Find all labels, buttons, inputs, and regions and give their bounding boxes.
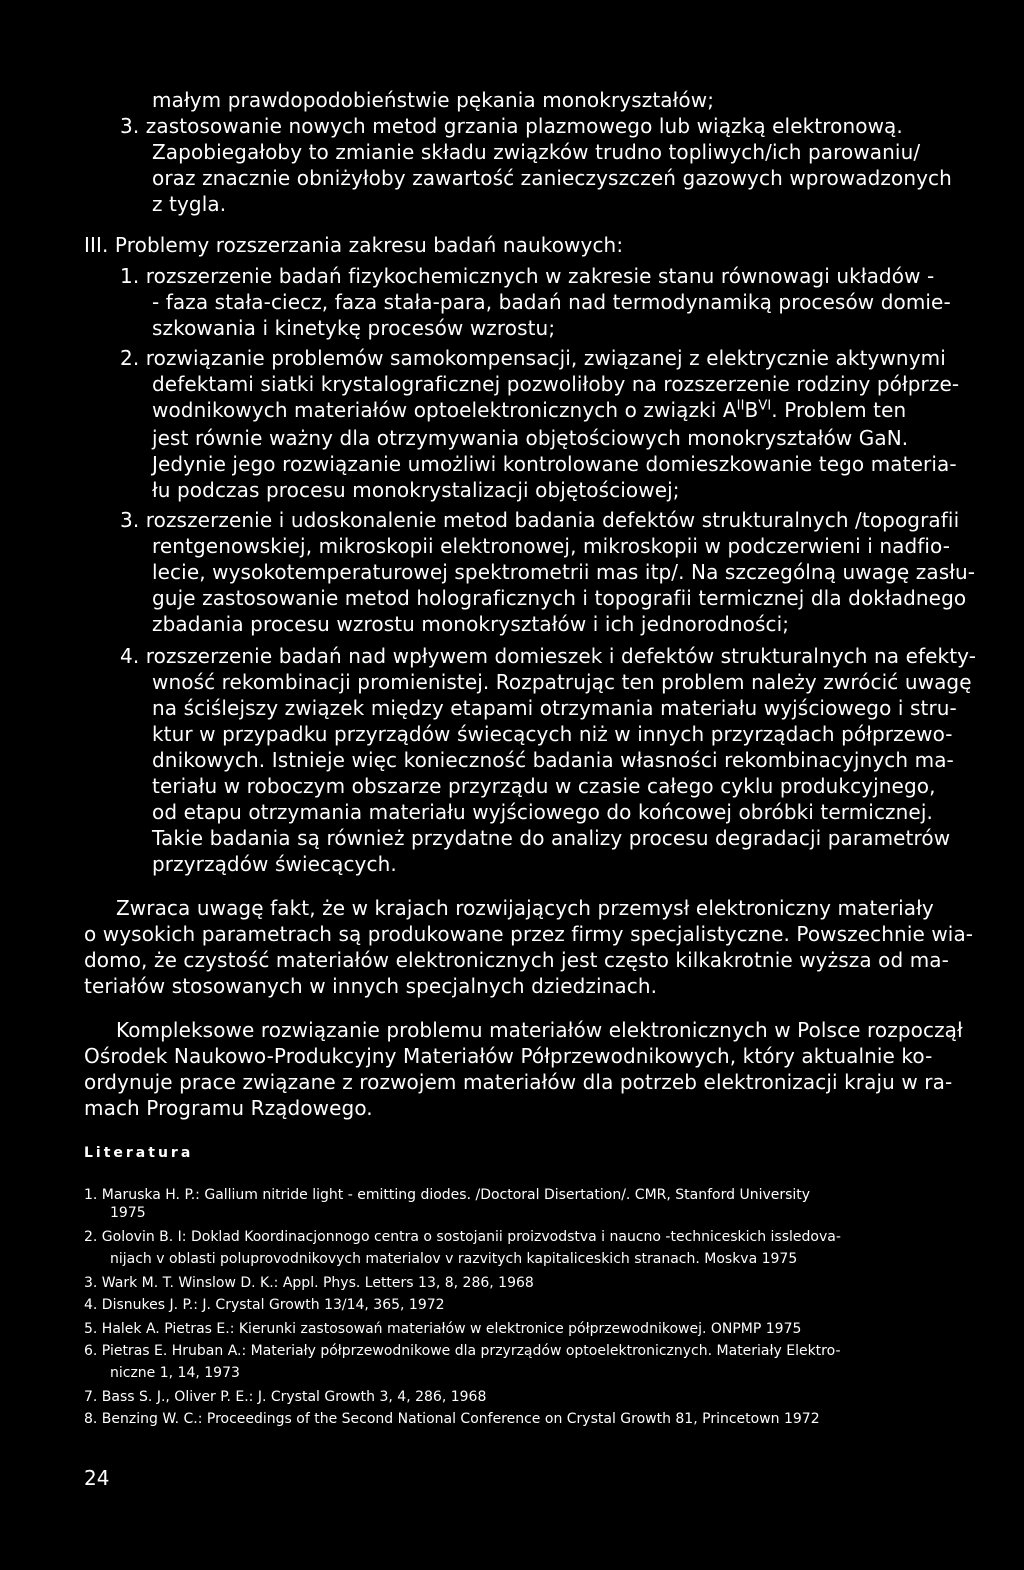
body-text: defektami siatki krystalograficznej pozwoliłoby na rozszerzenie rodziny półprze- xyxy=(152,372,960,396)
body-text: - faza stała-ciecz, faza stała-para, badań nad termodynamiką procesów domie- xyxy=(152,290,951,314)
body-text: 2. rozwiązanie problemów samokompensacji, związanej z elektrycznie aktywnymi xyxy=(120,346,946,370)
reference-line: nijach v oblasti poluprovodnikovych materialov v razvitych kapitaliceskich stranach. Moskva 1975 xyxy=(110,1251,798,1267)
body-text-line xyxy=(120,114,903,138)
reference-line: 1975 xyxy=(110,1205,146,1221)
body-text-line xyxy=(120,346,946,370)
body-text: teriałów stosowanych w innych specjalnych dziedzinach. xyxy=(84,974,658,998)
body-text: teriału w roboczym obszarze przyrządu w czasie całego cyklu produkcyjnego, xyxy=(152,774,936,798)
body-text-line xyxy=(152,316,555,340)
body-text: 1. rozszerzenie badań fizykochemicznych w zakresie stanu równowagi układów - xyxy=(120,264,935,288)
body-text: dnikowych. Istnieje więc konieczność badania własności rekombinacyjnych ma- xyxy=(152,748,954,772)
body-text: łu podczas procesu monokrystalizacji objętościowej; xyxy=(152,478,680,502)
body-text: B xyxy=(744,398,759,422)
body-text: rentgenowskiej, mikroskopii elektronowej, mikroskopii w podczerwieni i nadfio- xyxy=(152,534,951,558)
body-text: o wysokich parametrach są produkowane przez firmy specjalistyczne. Powszechnie wia- xyxy=(84,922,974,946)
reference-line: 8. Benzing W. C.: Proceedings of the Second National Conference on Crystal Growth 81, Princetown 1972 xyxy=(84,1411,820,1427)
body-text-line xyxy=(152,140,920,164)
body-text-line xyxy=(152,612,789,636)
body-text-line xyxy=(152,478,680,502)
body-text: oraz znacznie obniżyłoby zawartość zanieczyszczeń gazowych wprowadzonych xyxy=(152,166,952,190)
body-text: na ściślejszy związek między etapami otrzymania materiału wyjściowego i stru- xyxy=(152,696,957,720)
body-text-line xyxy=(152,852,397,876)
body-text: Zapobiegałoby to zmianie składu związków trudno topliwych/ich parowaniu/ xyxy=(152,140,921,164)
body-text-line xyxy=(152,372,959,396)
body-text: guje zastosowanie metod holograficznych i topografii termicznej dla dokładnego xyxy=(152,586,967,610)
body-text-line xyxy=(152,192,226,216)
reference-line: 6. Pietras E. Hruban A.: Materiały półprzewodnikowe dla przyrządów optoelektronicznych. Materiały Elektro- xyxy=(84,1343,841,1359)
body-text: Jedynie jego rozwiązanie umożliwi kontrolowane domieszkowanie tego materia- xyxy=(152,452,957,476)
body-text: Zwraca uwagę fakt, że w krajach rozwijających przemysł elektroniczny materiały xyxy=(116,896,934,920)
body-text-line xyxy=(152,826,950,850)
body-text-line xyxy=(152,696,957,720)
body-text-line xyxy=(152,586,966,610)
body-text-line xyxy=(120,264,934,288)
body-text: . Problem ten xyxy=(771,398,907,422)
body-text-line xyxy=(120,508,959,532)
body-text: III. Problemy rozszerzania zakresu badań naukowych: xyxy=(84,233,624,257)
body-text: od etapu otrzymania materiału wyjściowego do końcowej obróbki termicznej. xyxy=(152,800,933,824)
page-number: 24 xyxy=(84,1466,110,1490)
body-text: ktur w przypadku przyrządów świecących niż w innych przyrządach półprzewo- xyxy=(152,722,953,746)
body-text: mach Programu Rządowego. xyxy=(84,1096,373,1120)
body-text: 3. rozszerzenie i udoskonalenie metod badania defektów strukturalnych /topografii xyxy=(120,508,960,532)
body-text-line xyxy=(152,774,936,798)
body-text: 4. rozszerzenie badań nad wpływem domieszek i defektów strukturalnych na efekty- xyxy=(120,644,977,668)
reference-line: 3. Wark M. T. Winslow D. K.: Appl. Phys. Letters 13, 8, 286, 1968 xyxy=(84,1275,534,1291)
body-text: przyrządów świecących. xyxy=(152,852,397,876)
body-text: jest równie ważny dla otrzymywania objętościowych monokryształów GaN. xyxy=(152,426,909,450)
body-text-line xyxy=(152,748,954,772)
body-text-line xyxy=(152,426,908,450)
body-text: Kompleksowe rozwiązanie problemu materiałów elektronicznych w Polsce rozpoczął xyxy=(116,1018,963,1042)
body-text: ordynuje prace związane z rozwojem materiałów dla potrzeb elektronizacji kraju w ra- xyxy=(84,1070,953,1094)
body-text: 3. zastosowanie nowych metod grzania plazmowego lub wiązką elektronową. xyxy=(120,114,903,138)
body-text: wodnikowych materiałów optoelektronicznych o związki A xyxy=(152,398,737,422)
body-text-line xyxy=(152,88,714,112)
reference-line: 4. Disnukes J. P.: J. Crystal Growth 13/14, 365, 1972 xyxy=(84,1297,445,1313)
superscript-text: II xyxy=(736,398,745,414)
body-text-line xyxy=(152,166,952,190)
body-text-line xyxy=(84,233,623,257)
body-text-line xyxy=(120,644,976,668)
body-text: z tygla. xyxy=(152,192,227,216)
body-text-line xyxy=(116,896,934,920)
body-text-line xyxy=(84,948,949,972)
body-text-line xyxy=(84,1070,952,1094)
body-text-line xyxy=(152,722,953,746)
body-text-line xyxy=(84,974,657,998)
body-text-line xyxy=(84,1096,373,1120)
body-text-line xyxy=(152,560,975,584)
literature-heading: Literatura xyxy=(84,1145,194,1161)
body-text: Ośrodek Naukowo-Produkcyjny Materiałów Półprzewodnikowych, który aktualnie ko- xyxy=(84,1044,933,1068)
reference-line: 1. Maruska H. P.: Gallium nitride light - emitting diodes. /Doctoral Disertation/. CMR, Stanford University xyxy=(84,1187,811,1203)
reference-line: 5. Halek A. Pietras E.: Kierunki zastosowań materiałów w elektronice półprzewodnikowej. ONPMP 1975 xyxy=(84,1321,802,1337)
body-text-line xyxy=(152,290,951,314)
body-text: domo, że czystość materiałów elektronicznych jest często kilkakrotnie wyższa od ma- xyxy=(84,948,949,972)
body-text: szkowania i kinetykę procesów wzrostu; xyxy=(152,316,556,340)
body-text-line xyxy=(152,398,906,422)
body-text-line xyxy=(84,922,973,946)
body-text-line xyxy=(84,1044,932,1068)
body-text-line xyxy=(152,534,950,558)
reference-line: niczne 1, 14, 1973 xyxy=(110,1365,240,1381)
body-text-line xyxy=(152,670,972,694)
body-text-line xyxy=(152,452,957,476)
reference-line: 7. Bass S. J., Oliver P. E.: J. Crystal Growth 3, 4, 286, 1968 xyxy=(84,1389,487,1405)
body-text: wność rekombinacji promienistej. Rozpatrując ten problem należy zwrócić uwagę xyxy=(152,670,972,694)
body-text-line xyxy=(152,800,933,824)
body-text: lecie, wysokotemperaturowej spektrometrii mas itp/. Na szczególną uwagę zasłu- xyxy=(152,560,976,584)
body-text-line xyxy=(116,1018,963,1042)
superscript-text: VI xyxy=(758,398,772,414)
body-text: zbadania procesu wzrostu monokryształów i ich jednorodności; xyxy=(152,612,790,636)
body-text: Takie badania są również przydatne do analizy procesu degradacji parametrów xyxy=(152,826,951,850)
reference-line: 2. Golovin B. I: Doklad Koordinacjonnogo centra o sostojanii proizvodstva i naucno -techniceskich issledova- xyxy=(84,1229,841,1245)
body-text: małym prawdopodobieństwie pękania monokryształów; xyxy=(152,88,715,112)
